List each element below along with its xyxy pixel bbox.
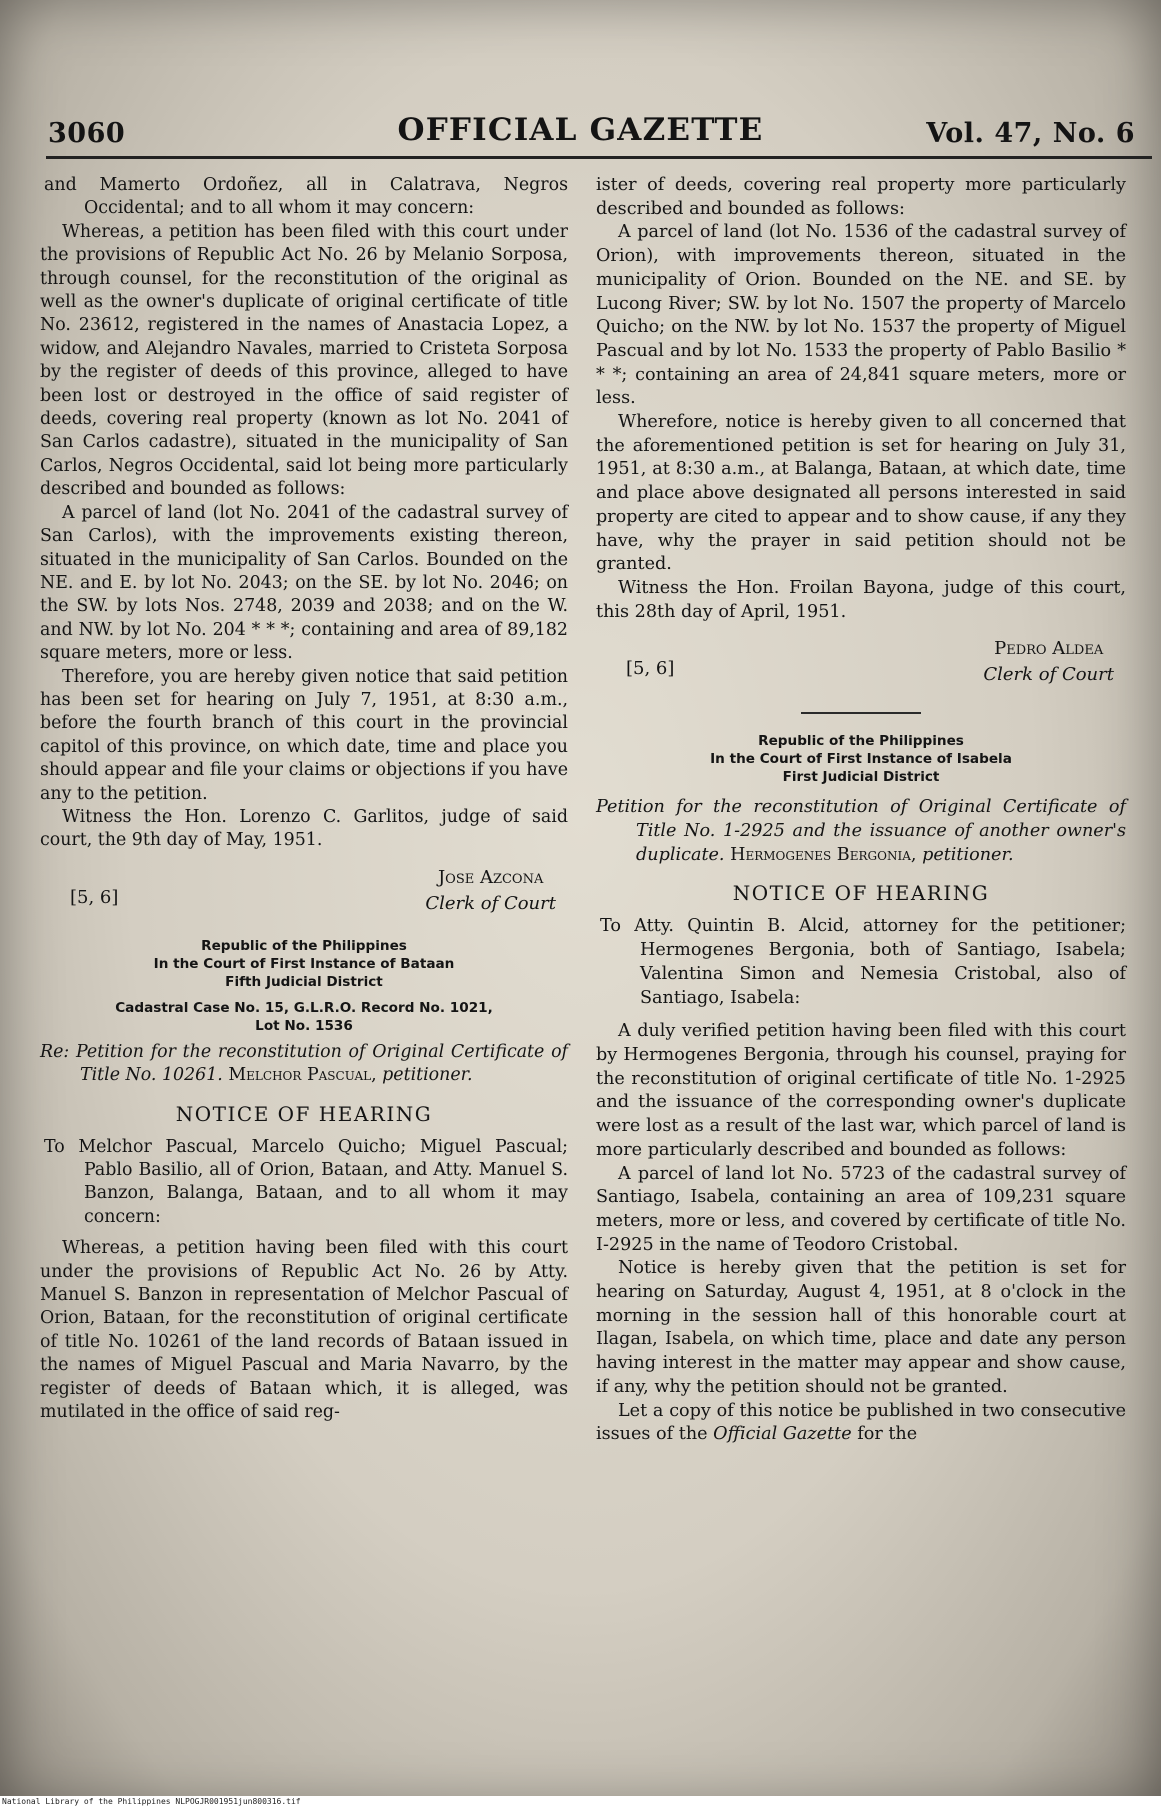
officer [425, 865, 556, 917]
paragraph: Therefore, you are hereby given notice that said petition has been set for hearing on July 7, 1951, at 8:30 a.m., before the fourth branch of this court in the provincial capitol of this province, on which date, time and place you should appear and file your claims or objections if you have any to the petition. [40, 666, 568, 804]
paragraph: Witness the Hon. Lorenzo C. Garlitos, judge of said court, the 9th day of May, 1951. [40, 806, 568, 851]
paragraph: A duly verified petition having been filed with this court by Hermogenes Bergonia, through his counsel, praying for the reconstitution of original certificate of title No. 1-2925 and the issuance of the corresponding owner's duplicate were lost as a result of the last war, which parcel of land is more particularly described and bounded as follows: [596, 1021, 1126, 1160]
notice-addressees: To Atty. Quintin B. Alcid, attorney for the petitioner; Hermogenes Bergonia, both of Santiago, Isabela; Valentina Simon and Nemesia Cristobal, also of Santiago, Isabela: [600, 916, 1126, 1008]
signature-block [596, 636, 1126, 692]
paragraph [596, 1400, 1126, 1447]
paragraph: A parcel of land lot No. 5723 of the cadastral survey of Santiago, Isabela, containing an area of 109,231 square meters, more or less, and covered by certificate of title No. I-2925 in the name of Teodoro Cristobal. [596, 1163, 1126, 1255]
paragraph: A parcel of land (lot No. 2041 of the cadastral survey of San Carlos), with the improvements existing thereon, situated in the municipality of San Carlos. Bounded on the NE. and E. by lot No. 2043; on the SE. by lot No. 2046; on the SW. by lots Nos. 2748, 2039 and 2038; and on the W. and NW. by lot No. 204 * * *; containing and area of 89,182 square meters, more or less. [40, 502, 568, 664]
paragraph: Wherefore, notice is hereby given to all concerned that the aforementioned petition is set for hearing on July 31, 1951, at 8:30 a.m., at Balanga, Bataan, at which date, time and place above designated all persons interested in said property are cited to appear and to show cause, if any they have, why the prayer in said petition should not be granted. [596, 412, 1126, 575]
publication-title: OFFICIAL GAZETTE [397, 112, 764, 148]
case-caption-text: Re: Petition for the reconstitution of Original Certificate of Title No. 10261. [40, 1041, 568, 1086]
case-reference: Lot No. 1536 [255, 1017, 353, 1034]
right-column [596, 174, 1126, 1447]
petitioner-role: petitioner. [382, 1065, 473, 1086]
issue-citation: [5, 6] [70, 886, 119, 908]
officer-title: Clerk of Court [425, 892, 556, 914]
paragraph: ister of deeds, covering real property more particularly described and bounded as follows: [596, 175, 1126, 219]
page-header [0, 112, 1161, 156]
case-caption-text: Petition for the reconstitution of Original Certificate of Title No. 1-2925 and the issuance of another owner's duplicate. [596, 797, 1126, 865]
section-divider [801, 712, 921, 714]
paragraph: Whereas, a petition having been filed with this court under the provisions of Republic Act No. 26 by Atty. Manuel S. Banzon in representation of Melchor Pascual of Orion, Bataan, for the reconstitution of original certificate of title No. 10261 of the land records of Bataan issued in the names of Miguel Pascual and Maria Navarro, by the register of deeds of Bataan which, it is alleged, was mutilated in the office of said reg- [40, 1238, 568, 1423]
paragraph: Notice is hereby given that the petition is set for hearing on Saturday, August 4, 1951, at 8 o'clock in the morning in the session hall of this honorable court at Ilagan, Isabela, on which time, place and date any person having interest in the matter may appear and show cause, if any, why the petition should not be granted. [596, 1258, 1126, 1397]
notice-addressees: To Melchor Pascual, Marcelo Quicho; Miguel Pascual; Pablo Basilio, all of Orion, Bataan, and Atty. Manuel S. Banzon, Balanga, Bataan, and to all whom it may concern: [44, 1136, 568, 1227]
court-line: Republic of the Philippines [201, 937, 407, 954]
case-caption [40, 1041, 568, 1088]
paragraph-text: Let a copy of this notice be published in two consecutive issues of the [596, 1400, 1126, 1445]
officer-name: Jose Azcona [437, 866, 544, 888]
paragraph: Witness the Hon. Froilan Bayona, judge of this court, this 28th day of April, 1951. [596, 577, 1126, 622]
court-line: In the Court of First Instance of Bataan [153, 955, 455, 972]
officer-name: Pedro Aldea [994, 638, 1104, 660]
header-rule [46, 156, 1152, 159]
case-reference: Cadastral Case No. 15, G.L.R.O. Record No. 1021, [115, 999, 493, 1016]
case-caption [596, 796, 1126, 867]
signature-block [40, 865, 568, 921]
notice-heading: NOTICE OF HEARING [732, 881, 990, 906]
court-line: Fifth Judicial District [225, 973, 383, 990]
left-column [40, 174, 568, 1424]
publication-name: Official Gazette [713, 1424, 852, 1445]
notice-heading: NOTICE OF HEARING [175, 1101, 433, 1126]
petitioner-name: Hermogenes Bergonia, [730, 844, 917, 865]
page-number: 3060 [48, 118, 126, 149]
officer-title: Clerk of Court [983, 664, 1114, 686]
paragraph: Whereas, a petition has been filed with this court under the provisions of Republic Act No. 26 by Melanio Sorposa, through counsel, for the reconstitution of the original as well as the owner's duplicate of original certificate of title No. 23612, registered in the names of Anastacia Lopez, a widow, and Alejandro Navales, married to Cristeta Sorposa by the register of deeds of this province, alleged to have been lost or destroyed in the office of said register of deeds, covering real property (known as lot No. 2041 of San Carlos cadastre), situated in the municipality of San Carlos, Negros Occidental, said lot being more particularly described and bounded as follows: [40, 221, 568, 500]
court-line: Republic of the Philippines [758, 733, 964, 750]
paragraph-text: for the [857, 1424, 918, 1445]
issue-citation: [5, 6] [626, 658, 675, 680]
scan-source-text: National Library of the Philippines NLPOGJR001951jun800316.tif [2, 1797, 301, 1806]
paragraph: A parcel of land (lot No. 1536 of the cadastral survey of Orion), with improvements thereon, situated in the municipality of Orion. Bounded on the NE. and SE. by Lucong River; SW. by lot No. 1507 the property of Marcelo Quicho; on the NW. by lot No. 1537 the property of Miguel Pascual and by lot No. 1533 the property of Pablo Basilio * * *; containing an area of 24,841 square meters, more or less. [596, 222, 1126, 409]
scan-footer [0, 1796, 1161, 1808]
court-line: First Judicial District [782, 769, 940, 786]
volume-number: Vol. 47, No. 6 [926, 118, 1135, 149]
petitioner-name: Melchor Pascual, [228, 1065, 377, 1086]
petitioner-role: petitioner. [922, 844, 1014, 865]
officer [983, 636, 1114, 688]
notice-addressees: and Mamerto Ordoñez, all in Calatrava, Negros Occidental; and to all whom it may concern: [44, 175, 568, 219]
court-line: In the Court of First Instance of Isabela [710, 751, 1012, 768]
